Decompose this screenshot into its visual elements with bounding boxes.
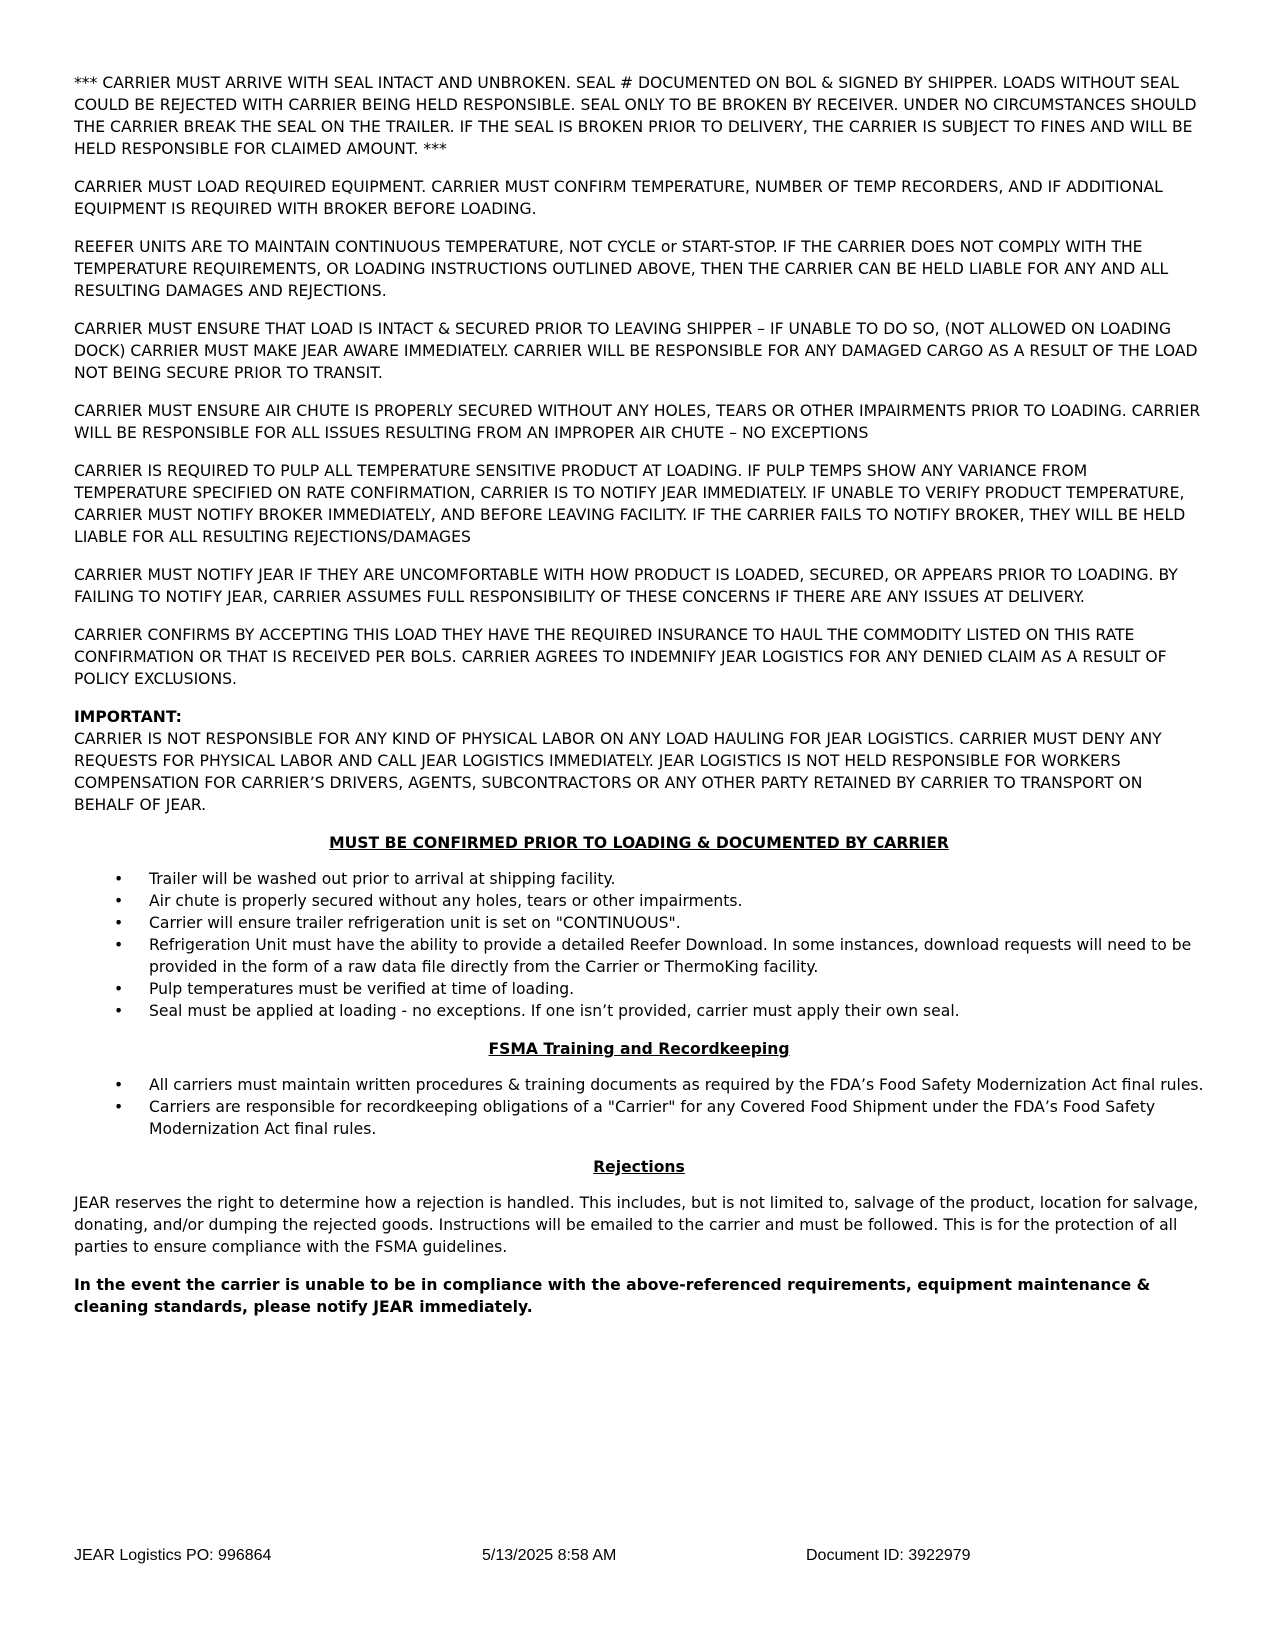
list-item: [74, 868, 1204, 890]
document-body: [74, 72, 1204, 1318]
equipment-paragraph: CARRIER MUST LOAD REQUIRED EQUIPMENT. CARRIER MUST CONFIRM TEMPERATURE, NUMBER OF TEMP RECORDERS, AND IF ADDITIONAL EQUIPMENT IS REQUIRED WITH BROKER BEFORE LOADING.: [74, 178, 1163, 218]
list-item: [74, 890, 1204, 912]
list-item-text: Air chute is properly secured without any holes, tears or other impairments.: [149, 892, 743, 910]
fsma-section-title: FSMA Training and Recordkeeping: [488, 1040, 790, 1058]
bullet-icon: •: [114, 914, 124, 932]
fsma-list: [74, 1074, 1204, 1140]
notify-paragraph: CARRIER MUST NOTIFY JEAR IF THEY ARE UNCOMFORTABLE WITH HOW PRODUCT IS LOADED, SECURED, OR APPEARS PRIOR TO LOADING. BY FAILING TO NOTIFY JEAR, CARRIER ASSUMES FULL RESPONSIBILITY OF THESE CONCERNS IF THERE ARE ANY ISSUES AT DELIVERY.: [74, 566, 1178, 606]
confirm-list: [74, 868, 1204, 1022]
rejections-section-title: Rejections: [593, 1158, 685, 1176]
list-item-text: Carriers are responsible for recordkeeping obligations of a "Carrier" for any Covered Food Shipment under the FDA’s Food Safety Modernization Act final rules.: [149, 1098, 1156, 1138]
list-item: [74, 912, 1204, 934]
list-item-text: Carrier will ensure trailer refrigeration unit is set on "CONTINUOUS".: [149, 914, 681, 932]
important-heading: IMPORTANT:: [74, 708, 182, 726]
list-item-text: Seal must be applied at loading - no exceptions. If one isn’t provided, carrier must apply their own seal.: [149, 1002, 960, 1020]
list-item-text: Refrigeration Unit must have the ability to provide a detailed Reefer Download. In some instances, download requests will need to be provided in the form of a raw data file directly from the Carrier or ThermoKing facility.: [149, 936, 1192, 976]
air-chute-paragraph: CARRIER MUST ENSURE AIR CHUTE IS PROPERLY SECURED WITHOUT ANY HOLES, TEARS OR OTHER IMPAIRMENTS PRIOR TO LOADING. CARRIER WILL BE RESPONSIBLE FOR ALL ISSUES RESULTING FROM AN IMPROPER AIR CHUTE – NO EXCEPTIONS: [74, 402, 1201, 442]
important-body: CARRIER IS NOT RESPONSIBLE FOR ANY KIND OF PHYSICAL LABOR ON ANY LOAD HAULING FOR JEAR LOGISTICS. CARRIER MUST DENY ANY REQUESTS FOR PHYSICAL LABOR AND CALL JEAR LOGISTICS IMMEDIATELY. JEAR LOGISTICS IS NOT HELD RESPONSIBLE FOR WORKERS COMPENSATION FOR CARRIER’S DRIVERS, AGENTS, SUBCONTRACTORS OR ANY OTHER PARTY RETAINED BY CARRIER TO TRANSPORT ON BEHALF OF JEAR.: [74, 730, 1162, 814]
footer-document-id: Document ID: 3922979: [806, 1547, 971, 1564]
confirm-section-title: MUST BE CONFIRMED PRIOR TO LOADING & DOCUMENTED BY CARRIER: [329, 834, 949, 852]
bullet-icon: •: [114, 870, 124, 888]
seal-paragraph: *** CARRIER MUST ARRIVE WITH SEAL INTACT AND UNBROKEN. SEAL # DOCUMENTED ON BOL & SIGNED BY SHIPPER. LOADS WITHOUT SEAL COULD BE REJECTED WITH CARRIER BEING HELD RESPONSIBLE. SEAL ONLY TO BE BROKEN BY RECEIVER. UNDER NO CIRCUMSTANCES SHOULD THE CARRIER BREAK THE SEAL ON THE TRAILER. IF THE SEAL IS BROKEN PRIOR TO DELIVERY, THE CARRIER IS SUBJECT TO FINES AND WILL BE HELD RESPONSIBLE FOR CLAIMED AMOUNT. ***: [74, 74, 1197, 158]
bullet-icon: •: [114, 936, 124, 954]
list-item: [74, 978, 1204, 1000]
list-item-text: Pulp temperatures must be verified at time of loading.: [149, 980, 575, 998]
list-item: [74, 934, 1204, 978]
page-footer: [74, 1547, 1204, 1569]
footer-timestamp: 5/13/2025 8:58 AM: [482, 1547, 617, 1564]
list-item-text: All carriers must maintain written procedures & training documents as required by the FDA’s Food Safety Modernization Act final rules.: [149, 1076, 1204, 1094]
list-item-text: Trailer will be washed out prior to arrival at shipping facility.: [149, 870, 616, 888]
pulp-paragraph: CARRIER IS REQUIRED TO PULP ALL TEMPERATURE SENSITIVE PRODUCT AT LOADING. IF PULP TEMPS SHOW ANY VARIANCE FROM TEMPERATURE SPECIFIED ON RATE CONFIRMATION, CARRIER IS TO NOTIFY JEAR IMMEDIATELY. IF UNABLE TO VERIFY PRODUCT TEMPERATURE, CARRIER MUST NOTIFY BROKER IMMEDIATELY, AND BEFORE LEAVING FACILITY. IF THE CARRIER FAILS TO NOTIFY BROKER, THEY WILL BE HELD LIABLE FOR ALL RESULTING REJECTIONS/DAMAGES: [74, 462, 1186, 546]
bullet-icon: •: [114, 1076, 124, 1094]
insurance-paragraph: CARRIER CONFIRMS BY ACCEPTING THIS LOAD THEY HAVE THE REQUIRED INSURANCE TO HAUL THE COMMODITY LISTED ON THIS RATE CONFIRMATION OR THAT IS RECEIVED PER BOLS. CARRIER AGREES TO INDEMNIFY JEAR LOGISTICS FOR ANY DENIED CLAIM AS A RESULT OF POLICY EXCLUSIONS.: [74, 626, 1167, 688]
footer-po-number: JEAR Logistics PO: 996864: [74, 1547, 272, 1564]
rejections-body: JEAR reserves the right to determine how a rejection is handled. This includes, but is not limited to, salvage of the product, location for salvage, donating, and/or dumping the rejected goods. Instructions will be emailed to the carrier and must be followed. This is for the protection of all parties to ensure compliance with the FSMA guidelines.: [74, 1194, 1199, 1256]
list-item: [74, 1074, 1204, 1096]
reefer-paragraph: REEFER UNITS ARE TO MAINTAIN CONTINUOUS TEMPERATURE, NOT CYCLE or START-STOP. IF THE CARRIER DOES NOT COMPLY WITH THE TEMPERATURE REQUIREMENTS, OR LOADING INSTRUCTIONS OUTLINED ABOVE, THEN THE CARRIER CAN BE HELD LIABLE FOR ANY AND ALL RESULTING DAMAGES AND REJECTIONS.: [74, 238, 1169, 300]
closing-statement: In the event the carrier is unable to be in compliance with the above-referenced requirements, equipment maintenance & cleaning standards, please notify JEAR immediately.: [74, 1276, 1151, 1316]
list-item: [74, 1096, 1204, 1140]
bullet-icon: •: [114, 1002, 124, 1020]
list-item: [74, 1000, 1204, 1022]
load-secure-paragraph: CARRIER MUST ENSURE THAT LOAD IS INTACT & SECURED PRIOR TO LEAVING SHIPPER – IF UNABLE TO DO SO, (NOT ALLOWED ON LOADING DOCK) CARRIER MUST MAKE JEAR AWARE IMMEDIATELY. CARRIER WILL BE RESPONSIBLE FOR ANY DAMAGED CARGO AS A RESULT OF THE LOAD NOT BEING SECURE PRIOR TO TRANSIT.: [74, 320, 1198, 382]
bullet-icon: •: [114, 1098, 124, 1116]
bullet-icon: •: [114, 892, 124, 910]
bullet-icon: •: [114, 980, 124, 998]
